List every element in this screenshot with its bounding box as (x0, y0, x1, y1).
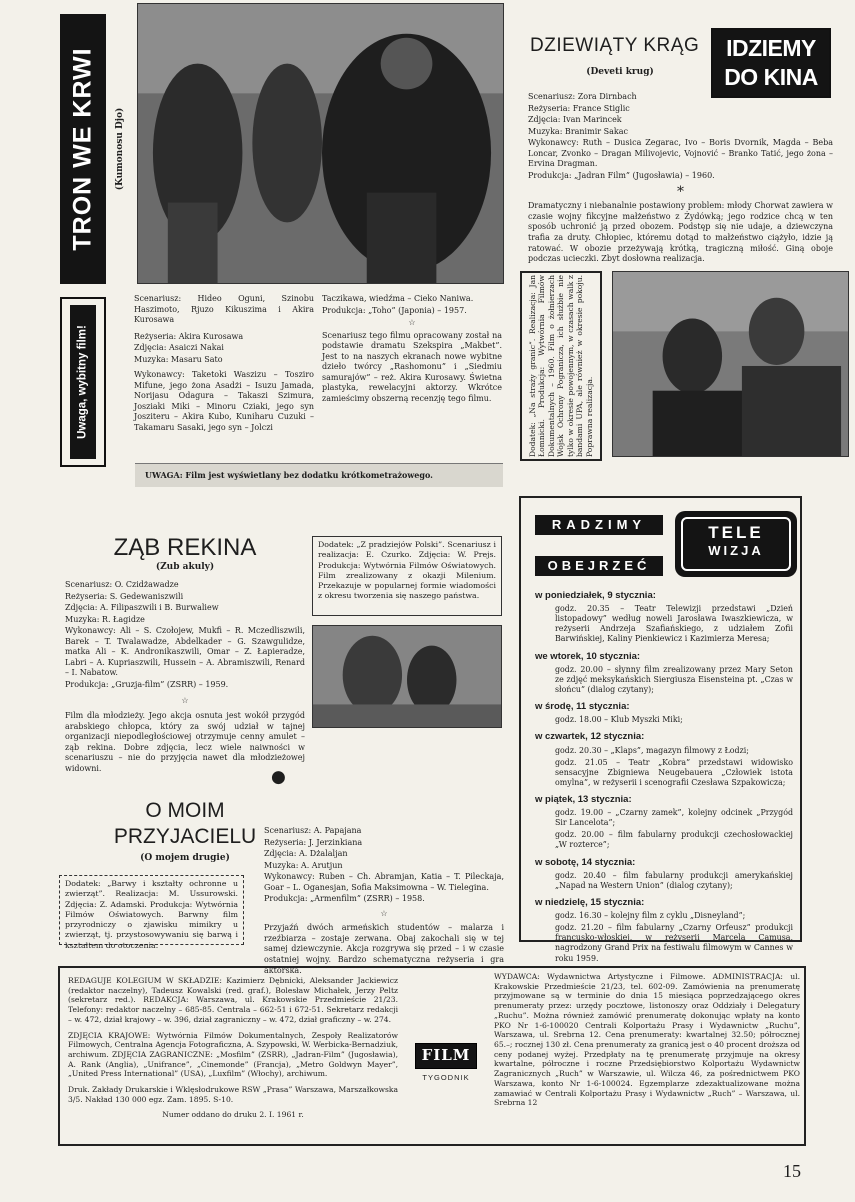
zab-director: Reżyseria: S. Gedewaniszwili (65, 591, 184, 601)
tron-title: TRON WE KRWI (68, 47, 97, 251)
tv-time: godz. 20.35 (555, 604, 610, 614)
tv-item (535, 604, 793, 644)
tv-day-label: w sobotę, 14 stycznia: (535, 856, 636, 868)
couple-image (613, 272, 848, 456)
tv-schedule (535, 584, 793, 964)
tv-item (535, 746, 793, 756)
tv-day-label: w piątek, 13 stycznia: (535, 793, 632, 805)
moim-cast: Wykonawcy: Ruben – Ch. Abramjan, Katia – T. Pileckaja, Goar – L. Oganesjan, Sofia Maksimowna – W. Tielegina. (264, 872, 504, 892)
tron-warning-box (135, 463, 503, 487)
tv-header2: OBEJRZEĆ (535, 556, 663, 576)
tv-item (535, 758, 793, 788)
zab-photo (312, 625, 502, 728)
film-logo-mark: FILM (415, 1043, 478, 1069)
tv-text: – Teatr „Kobra” przedstawi widowisko sensacyjne Zbigniewa Neugebauera „Człowiek istota omylna”, w reżyserii i scenografii Czesława Szpakowicza; (555, 757, 793, 787)
zab-camera: Zdjęcia: A. Filipaszwili i B. Burwaliew (65, 603, 219, 613)
tv-text: – Klub Myszki Miki; (604, 715, 683, 725)
dziewiaty-subtitle: (Deveti krug) (586, 67, 654, 77)
tron-star: ☆ (408, 318, 416, 328)
moim-addon-text: Dodatek: „Barwy i kształty ochronne u zwierząt”. Realizacja: M. Ussurowski. Zdjęcia: Z. Adamski. Produkcja: Wytwórnia Filmów Oświatowych. Barwny film przyrodniczy o zjawisku mimikry u zwierząt, tj. przystosowywaniu się barwą i kształtem do otoczenia. (65, 879, 238, 950)
tron-subtitle-col (110, 14, 132, 284)
tv-text: – Teatr Telewizji przedstawi „Dzień listopadowy” według noweli Jarosława Iwaszkiewicza, w reżyserii Andrzeja Szafiańskiego, z udziałem Zofii Barwińskiej, Kaliny Pienkiewicz i Kazimierza Meresa; (555, 604, 793, 644)
tv-logo-top: TELE (708, 523, 764, 542)
moim-star: ☆ (380, 908, 388, 918)
tv-time: godz. 20.00 (555, 664, 603, 674)
dziewiaty-cast: Wykonawcy: Ruth – Dusica Zegarac, Ivo – Boris Dvornik, Magda – Beba Loncar, Zvonko – Dragan Milivojevic, Vojnović – Branko Tatić, jego żona – Ervina Dragman. (528, 138, 833, 169)
samurai-horsemen-image (138, 4, 503, 283)
dziewiaty-production: Produkcja: „Jadran Film” (Jugosławia) – 1960. (528, 170, 715, 180)
tron-photo (137, 3, 504, 284)
boys-image (313, 626, 501, 727)
tv-day-mon (535, 590, 793, 645)
tron-credit-writers: Scenariusz: Hideo Oguni, Szinobu Haszimoto, Rjuzo Kikuszima i Akira Kurosawa (134, 294, 314, 325)
moim-music: Muzyka: A. Arutjun (264, 860, 343, 870)
tv-text: – film fabularny „Czarny Orfeusz” produkcji francusko-włoskiej, w reżyserii Marcela Camusa, nagrodzony Grand Prix na festiwalu filmowym w Cannes w roku 1959. (555, 923, 793, 963)
moim-camera: Zdjęcia: A. Dżalaljan (264, 849, 348, 859)
tv-time: godz. 20.30 (555, 745, 602, 755)
tron-production: Produkcja: „Toho” (Japonia) – 1957. (322, 305, 467, 315)
tron-warning: UWAGA: Film jest wyświetlany bez dodatku krótkometrażowego. (145, 470, 433, 480)
moim-writer: Scenariusz: A. Papajana (264, 826, 362, 835)
tv-day-tue (535, 651, 793, 695)
tv-day-wed (535, 701, 793, 725)
dziewiaty-star: * (677, 184, 684, 201)
tv-text: – słynny film zrealizowany przez Mary Seton ze zdjęć meksykańskich Siergiusza Eisensteina pt. „Czas w słońcu” (dialog czytany); (555, 664, 793, 694)
tron-credit-camera: Zdjęcia: Asaiczi Nakai (134, 343, 224, 353)
colophon-date: Numer oddano do druku 2. I. 1961 r. (162, 1109, 304, 1119)
tv-logo-bottom: WIZJA (708, 543, 764, 558)
moim-director: Reżyseria: J. Jerzinkiana (264, 837, 363, 847)
zab-subtitle: (Zub akuly) (155, 562, 215, 572)
zab-cast: Wykonawcy: Ali – S. Czołojew, Mukfi – R. Mczedliszwili, Barek – T. Twalawadze, Abdelkader – G. Szawgulidze, matka Ali – K. Andronikaszwili, Omar – Z. Łapieradze, Labri – A. Kupriaszwili, Hussein – A. Abramiszwili, Renard – I. Nabatow. (65, 626, 305, 678)
zab-credits (65, 580, 305, 775)
tv-time: godz. 21.05 (555, 757, 608, 767)
zab-title: ZĄB REKINA (113, 534, 257, 561)
tron-credit-director: Reżyseria: Akira Kurosawa (134, 331, 244, 341)
tv-text: – kolejny film z cyklu „Disneyland”; (604, 911, 746, 921)
zab-review: Film dla młodzieży. Jego akcja osnuta jest wokół przygód arabskiego chłopca, który za swój udział w tajnej organizacji niepodległościowej otrzymuje cenny amulet – ząb rekina. Dobre zdjęcia, lecz wiele naiwności w scenariuszu – nie do przyjęcia nawet dla młodzieżowej widowni. (65, 711, 305, 773)
idziemy-line1: IDZIEMY (726, 35, 816, 61)
tron-credit-music: Muzyka: Masaru Sato (134, 354, 223, 364)
moim-title-line2: PRZYJACIELU (113, 825, 257, 848)
tv-day-label: w środę, 11 stycznia: (535, 701, 630, 713)
colophon-photos: ZDJĘCIA KRAJOWE: Wytwórnia Filmów Dokumentalnych, Zespoły Realizatorów Filmowych, Centralna Agencja Fotograficzna, A. Szypowski, W. Werbicka-Bernadziuk, archiwum. ZDJĘCIA ZAGRANICZNE: „Mosfilm” (ZSRR), „Jadran-Film” (Jugosławia), A. Rank (Anglia), „Unifrance”, „Cinemonde” (Francja), „Metro Goldwyn Mayer”, „United Press International” (USA), „Luxfilm” (Włochy), archiwum. (68, 1030, 398, 1079)
tv-box (519, 496, 802, 963)
film-logo (409, 1043, 483, 1093)
colophon-box (58, 966, 806, 1146)
idziemy-line2: DO KINA (724, 64, 818, 90)
dziewiaty-camera: Zdjęcia: Ivan Marincek (528, 115, 622, 125)
zab-star: ☆ (181, 696, 189, 706)
tv-time: godz. 19.00 (555, 808, 604, 818)
tv-time: godz. 21.20 (555, 923, 604, 933)
tv-day-sat (535, 857, 793, 891)
tv-item (535, 715, 793, 725)
idziemy-logo (711, 28, 831, 98)
tv-item (535, 871, 793, 891)
tron-cast-end: Taczikawa, wiedźma – Cieko Naniwa. (322, 294, 474, 303)
pradziejow-text: Dodatek: „Z pradziejów Polski”. Scenariusz i realizacja: E. Czurko. Zdjęcia: W. Prejs. Produkcja: Wytwórnia Filmów Oświatowych. Film zrealizowany z okazji Milenium. Przekazuje w popularnej formie wiadomości z okresu tworzenia się naszego państwa. (318, 540, 496, 601)
moim-credits (264, 826, 504, 977)
tv-item (535, 665, 793, 695)
tv-time: godz. 16.30 (555, 911, 602, 921)
moim-subtitle: (O mojem drugie) (140, 853, 230, 863)
tv-item (535, 808, 793, 828)
tv-time: godz. 20.40 (555, 870, 606, 880)
tron-review: Scenariusz tego filmu opracowany został na podstawie dramatu Szekspira „Makbet”. Jest to na naszych ekranach nowe wybitne dzieło twórcy „Rashomonu” i „Siedmiu samurajów” – reż. Akira Kurosawy. Świetna plastyka, rewelacyjni aktorzy. Wkrótce zamieścimy obszerną recenzję tego filmu. (322, 330, 502, 403)
pradziejow-box (312, 536, 502, 616)
zab-music: Muzyka: R. Łagidze (65, 614, 145, 624)
tv-time: godz. 20.00 (555, 830, 604, 840)
zab-production: Produkcja: „Gruzja-film” (ZSRR) – 1959. (65, 679, 229, 689)
dziewiaty-photo (612, 271, 849, 457)
tv-day-label: we wtorek, 10 stycznia: (535, 650, 641, 662)
tv-item (535, 923, 793, 963)
tv-day-thu (535, 731, 793, 788)
tv-day-fri (535, 794, 793, 851)
colophon-editorial: REDAGUJE KOLEGIUM W SKŁADZIE: Kazimierz Dębnicki, Aleksander Jackiewicz (redaktor naczelny), Tadeusz Kowalski (red. graf.), Bolesław Michałek, Jerzy Peltz (sekretarz red.). REDAKCJA: Warszawa, ul. Krakowskie Przedmieście 21/23. Telefony: redaktor naczelny – 685-85. Centrala – 662-51 i 672-51. Sekretarz redakcji – w. 472, dział krajowy – w. 396, dział zagraniczny – w. 472, dział graficzny – w. 274. (68, 976, 398, 1024)
moim-addon-box (59, 875, 244, 950)
dziewiaty-writer: Scenariusz: Zora Dirnbach (528, 92, 637, 101)
moim-title-line1: O MOIM (145, 799, 225, 822)
tv-text: – „Czarny zamek”, kolejny odcinek „Przygód Sir Lancelota”; (555, 808, 793, 828)
nastrazy-text: Dodatek: „Na straży granic”. Realizacja: Jan Łomnicki. Produkcja: Wytwórnia Filmów Dokumentalnych – 1960. Film o żołnierzach Wojsk Ochrony Pogranicza, ich służbie nie tylko w okresie powojennym, w czasach walk z bandami UPA, ale również w okresie pokoju. Poprawna realizacja. (527, 275, 594, 457)
tv-day-label: w poniedziałek, 9 stycznia: (535, 590, 656, 601)
tv-day-sun (535, 897, 793, 964)
dziewiaty-credits (528, 92, 833, 266)
tv-time: godz. 18.00 (555, 715, 602, 725)
dziewiaty-title: DZIEWIĄTY KRĄG (530, 35, 700, 56)
tron-credits-col2 (322, 294, 502, 405)
tv-text: – film fabularny produkcji amerykańskiej „Napad na Western Union” (dialog czytany); (555, 870, 793, 890)
tv-item (535, 830, 793, 850)
moim-production: Produkcja: „Armenfilm” (ZSRR) – 1958. (264, 894, 425, 904)
colophon-publisher: WYDAWCA: Wydawnictwa Artystyczne i Filmowe. ADMINISTRACJA: ul. Krakowskie Przedmieście 21/23, tel. 602-09. Zamówienia na prenumeratę przyjmowane są w terminie do dnia 15 miesiąca poprzedzającego okres prenumeraty przez: urzędy pocztowe, listonoszy oraz Oddziały i Delegatury „Ruchu”. Można również zamówić prenumeratę dokonując wpłaty na konto PKO Nr 1-6-100020 Centrali Kolportażu Prasy i Wydawnictw „Ruchu”, Warszawa, ul. Srebrna 12. Cena prenumeraty: kwartalnej 32.50; półrocznej 65.–; rocznej 130 zł. Cena prenumeraty za granicą jest o 40 procent droższa od ceny podanej wyżej. Przedpłaty na tę prenumeratę przyjmuje na okresy kwartalne, półroczne i roczne Przedsiębiorstwo Kolportażu Wydawnictw Zagranicznych „Ruch” w Warszawie, ul. Wilcza 46, za pośrednictwem PKO Warszawa, konto Nr 1-6-100024. Egzemplarze zdezaktualizowane można zamawiać w Centrali Kolportażu Prasy i Wydawnictw „Ruch” – Warszawa, ul. Srebrna 12 (494, 972, 800, 1108)
nastrazy-box (520, 271, 602, 461)
moim-bullet: ● (271, 767, 286, 787)
colophon-left (68, 976, 398, 1120)
tron-title-bar (60, 14, 106, 284)
tron-subtitle: (Kumonosu Djo) (115, 107, 126, 191)
tv-item (535, 911, 793, 921)
tv-header1: RADZIMY (535, 515, 663, 535)
tv-text: – „Klaps”, magazyn filmowy z Łodzi; (604, 745, 749, 755)
tron-notice: Uwaga, wybitny film! (76, 325, 89, 439)
dziewiaty-director: Reżyseria: France Stiglic (528, 103, 630, 113)
tron-credit-cast: Wykonawcy: Taketoki Waszizu – Tosziro Mifune, jego żona Asadżi – Isuzu Jamada, Norijasu Odagura – Takaszi Szimura, Josziaki Miki – Minoru Cziaki, jego syn Josziteru – Akira Kubo, Kuniharu Cuzuki – Takamaru Sasaki, jego syn – Jolczi (134, 370, 314, 433)
colophon-print: Druk. Zakłady Drukarskie i Wklęsłodrukowe RSW „Prasa” Warszawa, Marszałkowska 3/5. Nakład 130 000 egz. Zam. 1895. S-10. (68, 1085, 398, 1104)
tron-notice-bar (60, 297, 106, 467)
film-logo-sub: TYGODNIK (422, 1072, 470, 1082)
tv-text: – film fabularny produkcji czechosłowackiej „W rozterce”; (555, 830, 793, 850)
tron-credits-col1 (134, 294, 314, 435)
dziewiaty-review: Dramatyczny i niebanalnie postawiony problem: młody Chorwat zawiera w czasie wojny fikcyjne małżeństwo z Żydówką; jego rodzice chcą w ten sposób uchronić ją przed obozem. Podstęp się nie udaje, a dziewczyna trafia za druty. Chłopiec, któremu dotąd to małżeństwo ciążyło, idzie ją ratować. W obozie przeżywają krótką, tragiczną miłość. Giną oboje podczas ucieczki. Zbyt dosłowna realizacja. (528, 201, 833, 264)
page-number: 15 (783, 1161, 801, 1181)
tv-day-label: w czwartek, 12 stycznia: (535, 731, 645, 743)
zab-writer: Scenariusz: O. Czidżawadze (65, 580, 179, 589)
moim-review: Przyjaźń dwóch armeńskich studentów – malarza i rzeźbiarza – zostaje zerwana. Obaj zakochali się w tej samej dziewczynie. Akcja rozgrywa się przed – i w czasie ostatniej wojny. Bardzo schematyczna reżyseria i gra aktorska. (264, 923, 504, 975)
tv-day-label: w niedzielę, 15 stycznia: (535, 896, 645, 908)
dziewiaty-music: Muzyka: Branimir Sakac (528, 126, 628, 136)
colophon-right (494, 972, 800, 1108)
tv-logo (675, 511, 797, 577)
